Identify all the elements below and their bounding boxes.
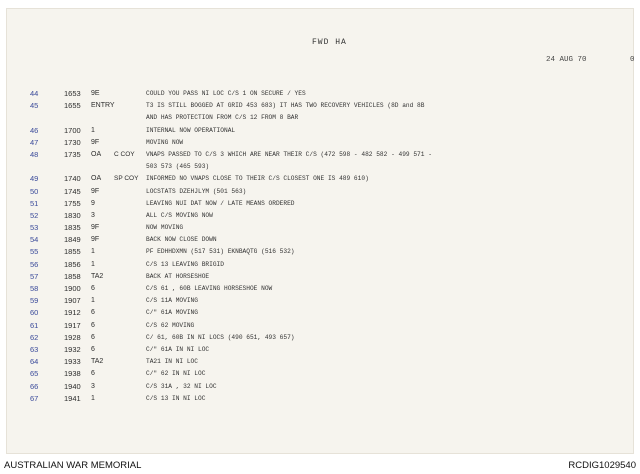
event-text: AND HAS PROTECTION FROM C/S 12 FROM 8 BAR <box>146 114 299 122</box>
log-row <box>6 88 634 100</box>
serial-number: 46 <box>30 125 39 135</box>
event-text: C/S 13 IN NI LOC <box>146 394 206 402</box>
from-field: ENTRY <box>91 102 115 110</box>
log-row <box>6 186 634 198</box>
log-row <box>6 137 634 149</box>
time-of-entry: 1941 <box>64 393 81 403</box>
serial-number: 49 <box>30 174 39 184</box>
time-of-entry: 1745 <box>64 186 81 196</box>
event-text: LEAVING NUI DAT NOW / LATE MEANS ORDERED <box>146 199 295 207</box>
time-of-entry: 1830 <box>64 210 81 220</box>
from-field: 9 <box>91 199 95 207</box>
event-text: C/" 61A MOVING <box>146 309 198 317</box>
event-text: C/ 61, 60B IN NI LOCS (490 651, 493 657) <box>146 333 295 341</box>
serial-number: 66 <box>30 381 39 391</box>
from-field: 3 <box>91 211 95 219</box>
time-of-entry: 1858 <box>64 271 81 281</box>
time-of-entry: 1849 <box>64 235 81 245</box>
log-row <box>6 173 634 185</box>
event-text: PF EDHHDXMN (517 531) EKNBAQTG (516 532) <box>146 248 295 256</box>
from-field: 1 <box>91 248 95 256</box>
serial-number: 54 <box>30 235 39 245</box>
log-row <box>6 344 634 356</box>
event-text: INFORMED NO VNAPS CLOSE TO THEIR C/S CLOSEST ONE IS 489 610) <box>146 175 369 183</box>
time-of-entry: 1655 <box>64 101 81 111</box>
serial-number: 51 <box>30 198 39 208</box>
from-field: 6 <box>91 333 95 341</box>
serial-number: 53 <box>30 223 39 233</box>
event-text: C/S 13 LEAVING BRIGID <box>146 260 224 268</box>
event-text: C/S 61 , 60B LEAVING HORSESHOE NOW <box>146 285 273 292</box>
event-text: TA21 IN NI LOC <box>146 358 198 366</box>
from-field: 9F <box>91 187 100 195</box>
time-of-entry: 1938 <box>64 369 81 379</box>
serial-number: 59 <box>30 296 39 306</box>
serial-number: 61 <box>30 320 39 330</box>
time-of-entry: 1856 <box>64 259 81 269</box>
log-entries <box>6 88 634 405</box>
from-field: 1 <box>91 297 95 305</box>
from-field: TA2 <box>91 358 104 366</box>
event-text: BACK NOW CLOSE DOWN <box>146 236 217 244</box>
serial-number: 64 <box>30 357 39 367</box>
to-field: C COY <box>114 150 135 158</box>
from-field: 3 <box>91 382 95 390</box>
time-of-entry: 1740 <box>64 174 81 184</box>
from-field: 9F <box>91 224 100 232</box>
from-field: 6 <box>91 309 95 317</box>
time-of-entry: 1928 <box>64 332 81 342</box>
serial-number: 45 <box>30 101 39 111</box>
log-row <box>6 368 634 380</box>
event-text: MOVING NOW <box>146 138 184 146</box>
log-row <box>6 112 634 124</box>
from-field: 6 <box>91 345 95 353</box>
corner-mark: 0 <box>630 56 635 64</box>
log-row <box>6 271 634 283</box>
event-text: C/S 62 MOVING <box>146 321 195 329</box>
serial-number: 67 <box>30 393 39 403</box>
log-row <box>6 246 634 258</box>
serial-number: 50 <box>30 186 39 196</box>
time-of-entry: 1700 <box>64 125 81 135</box>
event-text: T3 IS STILL BOGGED AT GRID 453 683) IT HAS TWO RECOVERY VEHICLES (8D and 8B <box>146 102 425 110</box>
time-of-entry: 1900 <box>64 284 81 293</box>
log-row <box>6 332 634 344</box>
from-field: OA <box>91 175 102 183</box>
archive-source: AUSTRALIAN WAR MEMORIAL <box>4 460 142 471</box>
log-date: 24 AUG 70 <box>546 56 587 64</box>
event-text: C/S 31A , 32 NI LOC <box>146 382 217 390</box>
time-of-entry: 1730 <box>64 137 81 147</box>
from-field: 9E <box>91 90 100 97</box>
from-field: 1 <box>91 394 95 402</box>
event-text: 503 573 (465 593) <box>146 163 210 171</box>
log-row <box>6 295 634 307</box>
time-of-entry: 1735 <box>64 149 81 159</box>
log-row <box>6 198 634 210</box>
serial-number: 60 <box>30 308 39 318</box>
log-row <box>6 307 634 319</box>
serial-number: 44 <box>30 89 39 98</box>
serial-number: 55 <box>30 247 39 257</box>
from-field: 1 <box>91 260 95 268</box>
log-row <box>6 100 634 112</box>
from-field: 6 <box>91 285 95 292</box>
event-text: C/" 62 IN NI LOC <box>146 370 206 378</box>
log-row <box>6 259 634 271</box>
time-of-entry: 1653 <box>64 89 81 98</box>
serial-number: 52 <box>30 210 39 220</box>
serial-number: 47 <box>30 137 39 147</box>
time-of-entry: 1940 <box>64 381 81 391</box>
from-field: 6 <box>91 370 95 378</box>
from-field: TA2 <box>91 272 104 280</box>
serial-number: 56 <box>30 259 39 269</box>
event-text: VNAPS PASSED TO C/S 3 WHICH ARE NEAR THEIR C/S (472 598 - 482 582 - 499 571 - <box>146 150 432 158</box>
log-row <box>6 283 634 295</box>
time-of-entry: 1755 <box>64 198 81 208</box>
serial-number: 63 <box>30 344 39 354</box>
time-of-entry: 1912 <box>64 308 81 318</box>
log-row <box>6 320 634 332</box>
serial-number: 48 <box>30 149 39 159</box>
log-row <box>6 234 634 246</box>
document-page <box>6 8 634 454</box>
log-row <box>6 125 634 137</box>
time-of-entry: 1907 <box>64 296 81 306</box>
log-row <box>6 393 634 405</box>
log-row <box>6 210 634 222</box>
log-row <box>6 161 634 173</box>
event-text: ALL C/S MOVING NOW <box>146 211 213 219</box>
event-text: C/" 61A IN NI LOC <box>146 345 210 353</box>
event-text: BACK AT HORSESHOE <box>146 272 210 280</box>
log-row <box>6 381 634 393</box>
time-of-entry: 1932 <box>64 344 81 354</box>
event-text: COULD YOU PASS NI LOC C/S 1 ON SECURE / YES <box>146 90 306 97</box>
log-row <box>6 149 634 161</box>
serial-number: 62 <box>30 332 39 342</box>
archive-reference: RCDIG1029540 <box>568 460 636 471</box>
time-of-entry: 1835 <box>64 223 81 233</box>
log-row <box>6 356 634 368</box>
event-text: LOCSTATS DZEHJLYM (501 563) <box>146 187 247 195</box>
time-of-entry: 1917 <box>64 320 81 330</box>
time-of-entry: 1933 <box>64 357 81 367</box>
serial-number: 57 <box>30 271 39 281</box>
from-field: 9F <box>91 236 100 244</box>
page-title: FWD HA <box>312 38 347 47</box>
serial-number: 65 <box>30 369 39 379</box>
event-text: NOW MOVING <box>146 224 184 232</box>
event-text: INTERNAL NOW OPERATIONAL <box>146 126 236 134</box>
from-field: OA <box>91 150 102 158</box>
event-text: C/S 11A MOVING <box>146 297 198 305</box>
to-field: SP COY <box>114 175 139 183</box>
log-row <box>6 222 634 234</box>
from-field: 1 <box>91 126 95 134</box>
serial-number: 58 <box>30 284 39 293</box>
time-of-entry: 1855 <box>64 247 81 257</box>
from-field: 9F <box>91 138 100 146</box>
from-field: 6 <box>91 321 95 329</box>
